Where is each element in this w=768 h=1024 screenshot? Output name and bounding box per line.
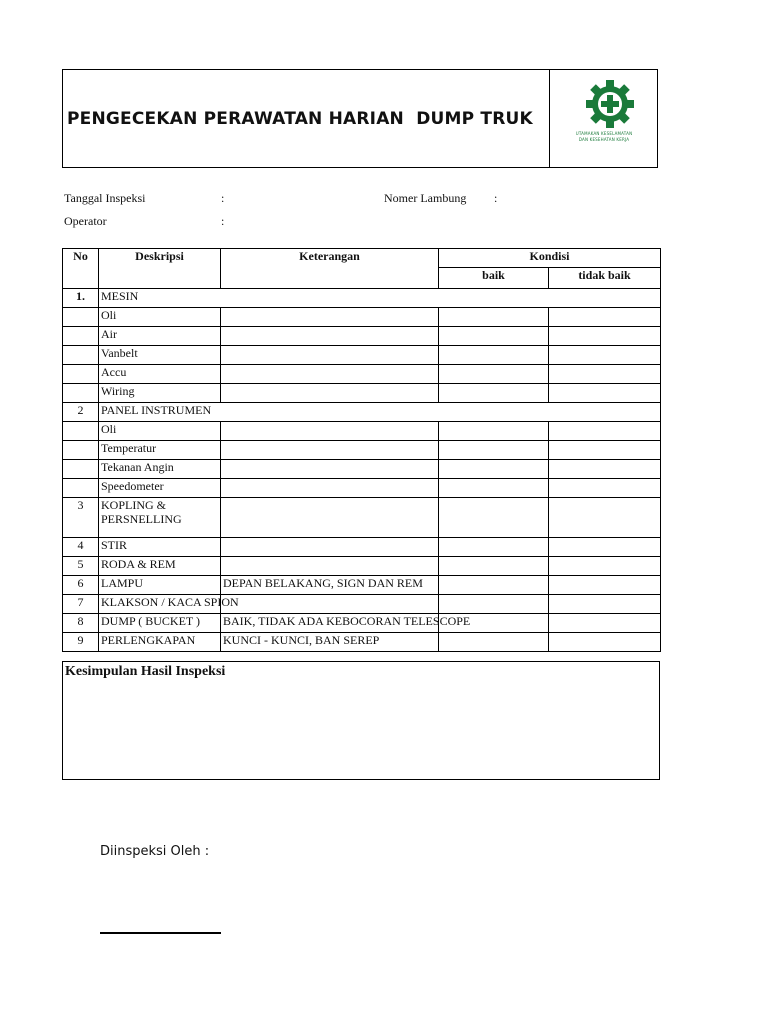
row-tidak-baik-cell[interactable]: [549, 460, 661, 479]
row-keterangan[interactable]: [221, 595, 439, 614]
table-row: [63, 538, 661, 557]
row-no: 8: [63, 614, 99, 633]
row-baik-cell[interactable]: [439, 346, 549, 365]
row-tidak-baik-cell[interactable]: [549, 441, 661, 460]
row-keterangan[interactable]: [221, 384, 439, 403]
row-keterangan[interactable]: KUNCI - KUNCI, BAN SEREP: [221, 633, 439, 652]
row-keterangan[interactable]: [221, 538, 439, 557]
table-row: [63, 365, 661, 384]
row-keterangan[interactable]: [221, 327, 439, 346]
row-keterangan[interactable]: [221, 479, 439, 498]
row-no: [63, 327, 99, 346]
row-baik-cell[interactable]: [439, 633, 549, 652]
table-row: [63, 289, 661, 308]
table-row: [63, 576, 661, 595]
conclusion-title: Kesimpulan Hasil Inspeksi: [65, 664, 226, 679]
operator-label: Operator: [64, 214, 107, 228]
row-tidak-baik-cell[interactable]: [549, 498, 661, 538]
row-desc: RODA & REM: [99, 557, 221, 576]
row-no: 6: [63, 576, 99, 595]
operator-colon: :: [221, 214, 225, 228]
title-cell: [63, 70, 549, 167]
row-tidak-baik-cell[interactable]: [549, 365, 661, 384]
row-baik-cell[interactable]: [439, 538, 549, 557]
row-keterangan[interactable]: [221, 365, 439, 384]
row-no: [63, 479, 99, 498]
row-tidak-baik-cell[interactable]: [549, 308, 661, 327]
row-baik-cell[interactable]: [439, 384, 549, 403]
document-title: PENGECEKAN PERAWATAN HARIAN DUMP TRUK: [67, 108, 533, 129]
row-desc: PANEL INSTRUMEN: [99, 403, 661, 422]
row-keterangan[interactable]: [221, 422, 439, 441]
table-row: [63, 557, 661, 576]
table-row: [63, 422, 661, 441]
inspected-by-label: Diinspeksi Oleh :: [100, 844, 210, 859]
row-desc: LAMPU: [99, 576, 221, 595]
row-desc: KLAKSON / KACA SPION: [99, 595, 221, 614]
row-keterangan[interactable]: [221, 346, 439, 365]
header-tidak-baik: tidak baik: [549, 268, 661, 289]
row-desc: MESIN: [99, 289, 661, 308]
row-keterangan[interactable]: [221, 498, 439, 538]
logo-cell: [549, 70, 658, 167]
row-desc: Tekanan Angin: [99, 460, 221, 479]
table-row: [63, 460, 661, 479]
row-desc: Temperatur: [99, 441, 221, 460]
row-baik-cell[interactable]: [439, 365, 549, 384]
row-desc: Vanbelt: [99, 346, 221, 365]
nomer-lambung-label: Nomer Lambung: [384, 191, 467, 205]
logo-text-line2: DAN KESEHATAN KERJA: [578, 137, 630, 142]
table-row: [63, 633, 661, 652]
table-row: [63, 327, 661, 346]
header-box: [62, 69, 658, 168]
row-keterangan[interactable]: [221, 441, 439, 460]
row-desc: Wiring: [99, 384, 221, 403]
row-keterangan[interactable]: [221, 308, 439, 327]
row-baik-cell[interactable]: [439, 595, 549, 614]
k3-logo-icon: [580, 80, 640, 130]
header-kondisi: Kondisi: [439, 249, 661, 268]
nomer-lambung-colon: :: [494, 191, 498, 205]
row-no: 3: [63, 498, 99, 538]
row-baik-cell[interactable]: [439, 557, 549, 576]
table-row: [63, 479, 661, 498]
row-tidak-baik-cell[interactable]: [549, 633, 661, 652]
conclusion-box[interactable]: [62, 661, 660, 780]
row-baik-cell[interactable]: [439, 479, 549, 498]
row-desc: Speedometer: [99, 479, 221, 498]
row-no: [63, 384, 99, 403]
tanggal-inspeksi-label: Tanggal Inspeksi: [64, 191, 146, 205]
table-row: [63, 498, 661, 538]
table-row: [63, 441, 661, 460]
row-baik-cell[interactable]: [439, 308, 549, 327]
header-keterangan: Keterangan: [221, 249, 439, 289]
row-no: 7: [63, 595, 99, 614]
logo-text-line1: UTAMAKAN KESELAMATAN: [575, 131, 633, 136]
row-no: [63, 308, 99, 327]
row-no: [63, 346, 99, 365]
row-desc: STIR: [99, 538, 221, 557]
header-baik: baik: [439, 268, 549, 289]
row-baik-cell[interactable]: [439, 327, 549, 346]
table-row: [63, 403, 661, 422]
row-tidak-baik-cell[interactable]: [549, 384, 661, 403]
row-no: [63, 441, 99, 460]
row-desc: KOPLING & PERSNELLING: [99, 498, 221, 538]
table-row: [63, 595, 661, 614]
row-no: 1.: [63, 289, 99, 308]
row-no: [63, 365, 99, 384]
row-desc: Oli: [99, 422, 221, 441]
row-baik-cell[interactable]: [439, 576, 549, 595]
row-tidak-baik-cell[interactable]: [549, 576, 661, 595]
row-tidak-baik-cell[interactable]: [549, 346, 661, 365]
row-no: [63, 460, 99, 479]
row-tidak-baik-cell[interactable]: [549, 595, 661, 614]
row-baik-cell[interactable]: [439, 498, 549, 538]
row-baik-cell[interactable]: [439, 460, 549, 479]
row-no: 2: [63, 403, 99, 422]
row-desc: Air: [99, 327, 221, 346]
table-row: [63, 346, 661, 365]
row-desc: Oli: [99, 308, 221, 327]
tanggal-inspeksi-colon: :: [221, 191, 225, 205]
table-row: [63, 308, 661, 327]
row-desc: PERLENGKAPAN: [99, 633, 221, 652]
row-keterangan[interactable]: [221, 557, 439, 576]
table-row: [63, 384, 661, 403]
header-deskripsi: Deskripsi: [99, 249, 221, 289]
row-keterangan[interactable]: BAIK, TIDAK ADA KEBOCORAN TELESCOPE: [221, 614, 439, 633]
table-row: [63, 614, 661, 633]
row-baik-cell[interactable]: [439, 422, 549, 441]
row-tidak-baik-cell[interactable]: [549, 327, 661, 346]
row-no: 4: [63, 538, 99, 557]
row-desc: Accu: [99, 365, 221, 384]
row-tidak-baik-cell[interactable]: [549, 614, 661, 633]
row-tidak-baik-cell[interactable]: [549, 538, 661, 557]
row-no: 9: [63, 633, 99, 652]
signature-line[interactable]: [100, 932, 221, 934]
row-tidak-baik-cell[interactable]: [549, 422, 661, 441]
row-no: [63, 422, 99, 441]
row-tidak-baik-cell[interactable]: [549, 557, 661, 576]
inspection-table: [62, 248, 661, 652]
header-no: No: [63, 249, 99, 289]
row-keterangan[interactable]: DEPAN BELAKANG, SIGN DAN REM: [221, 576, 439, 595]
row-keterangan[interactable]: [221, 460, 439, 479]
row-desc: DUMP ( BUCKET ): [99, 614, 221, 633]
row-baik-cell[interactable]: [439, 441, 549, 460]
row-tidak-baik-cell[interactable]: [549, 479, 661, 498]
row-no: 5: [63, 557, 99, 576]
